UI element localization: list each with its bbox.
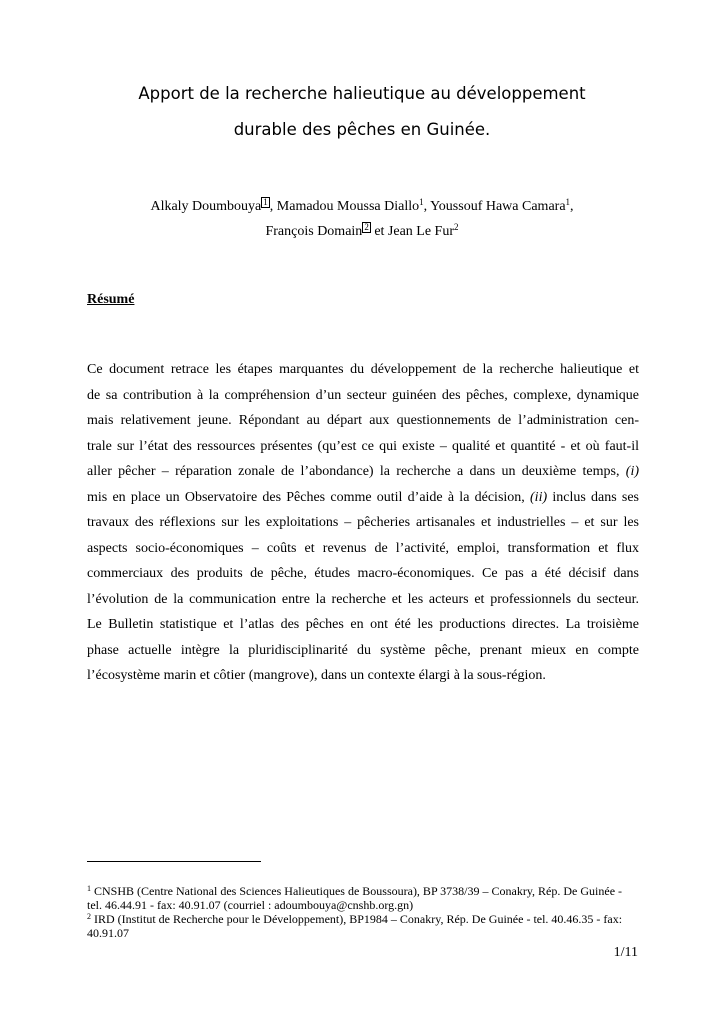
author-name: et Jean Le Fur <box>370 224 455 239</box>
abstract-line: travaux des réflexions sur les exploitations – pêcheries artisanales et industrielles – et sur les <box>87 515 639 530</box>
abstract-line: l’évolution de la communication entre la recherche et les acteurs et professionnels du secteur. <box>87 591 639 607</box>
abstract-line: de sa contribution à la compréhension d’un secteur guinéen des pêches, complexe, dynamique <box>87 387 639 403</box>
abstract-text: aller pêcher – réparation zonale de l’abondance) la recherche a dans un deuxième temps, <box>87 464 620 479</box>
author-name: François Domain <box>265 224 363 239</box>
abstract-line: l’écosystème marin et côtier (mangrove), dans un contexte élargi à la sous-région. <box>87 668 546 683</box>
authors-line-2 <box>60 222 664 239</box>
abstract-text: inclus dans ses <box>547 489 639 505</box>
affiliation-mark: 1 <box>565 197 571 207</box>
author-name: Alkaly Doumbouya <box>150 199 262 214</box>
author-name: , Mamadou Moussa Diallo <box>269 199 420 214</box>
abstract-line: Le Bulletin statistique et l’atlas des pêches en ont été les productions directes. La troisième <box>87 617 639 632</box>
abstract-line: phase actuelle intègre la pluridisciplinarité du système pêche, prenant mieux en compte <box>87 642 639 658</box>
author-name: , Youssouf Hawa Camara <box>423 199 566 214</box>
footnote-text: CNSHB (Centre National des Sciences Halieutiques de Boussoura), BP 3738/39 – Conakry, Rép. De Guinée - tel. 46.44.91 - fax: 40.91.07 (courriel : adoumbouya@cnshb.org.gn) <box>87 884 623 912</box>
enumeration-marker: (ii) <box>530 489 548 505</box>
author-separator: , <box>570 199 574 214</box>
footnote-mark: 1 <box>87 884 91 893</box>
affiliation-mark: 2 <box>454 222 459 232</box>
page-title-line-2: durable des pêches en Guinée. <box>233 120 491 139</box>
abstract-line: mais relativement jeune. Répondant au départ aux questionnements de l’administration cen- <box>87 413 639 428</box>
abstract-text: mis en place un Observatoire des Pêches comme outil d’aide à la décision, <box>87 489 525 505</box>
resume-heading: Résumé <box>87 292 135 307</box>
footnote-text: IRD (Institut de Recherche pour le Développement), BP1984 – Conakry, Rép. De Guinée - tel. 40.46.35 - fax: 40.91.07 <box>87 912 623 940</box>
authors-line-1 <box>60 197 664 214</box>
abstract-line <box>87 485 639 511</box>
page-number: 1/11 <box>613 945 638 960</box>
footnote-reference[interactable]: 1 <box>263 197 268 207</box>
abstract-line: trale sur l’état des ressources présentes (qu’est ce qui existe – qualité et quantité - et où faut-il <box>87 438 639 454</box>
page-title-line-1: Apport de la recherche halieutique au développement <box>138 84 586 103</box>
abstract-line: aspects socio-économiques – coûts et revenus de l’activité, emploi, transformation et flux <box>87 540 639 556</box>
abstract-paragraph <box>87 357 639 689</box>
abstract-line <box>87 459 639 485</box>
footnote-1 <box>87 884 639 912</box>
footnote-reference[interactable]: 2 <box>364 222 369 232</box>
footnotes <box>87 884 639 940</box>
abstract-line: commerciaux des produits de pêche, études macro-économiques. Ce pas a été décisif dans <box>87 566 639 581</box>
footnote-separator <box>87 861 261 862</box>
enumeration-marker: (i) <box>625 464 640 479</box>
footnote-mark: 2 <box>87 912 91 921</box>
affiliation-mark: 1 <box>419 197 424 207</box>
footnote-2 <box>87 912 639 940</box>
abstract-line: Ce document retrace les étapes marquantes du développement de la recherche halieutique et <box>87 362 639 377</box>
